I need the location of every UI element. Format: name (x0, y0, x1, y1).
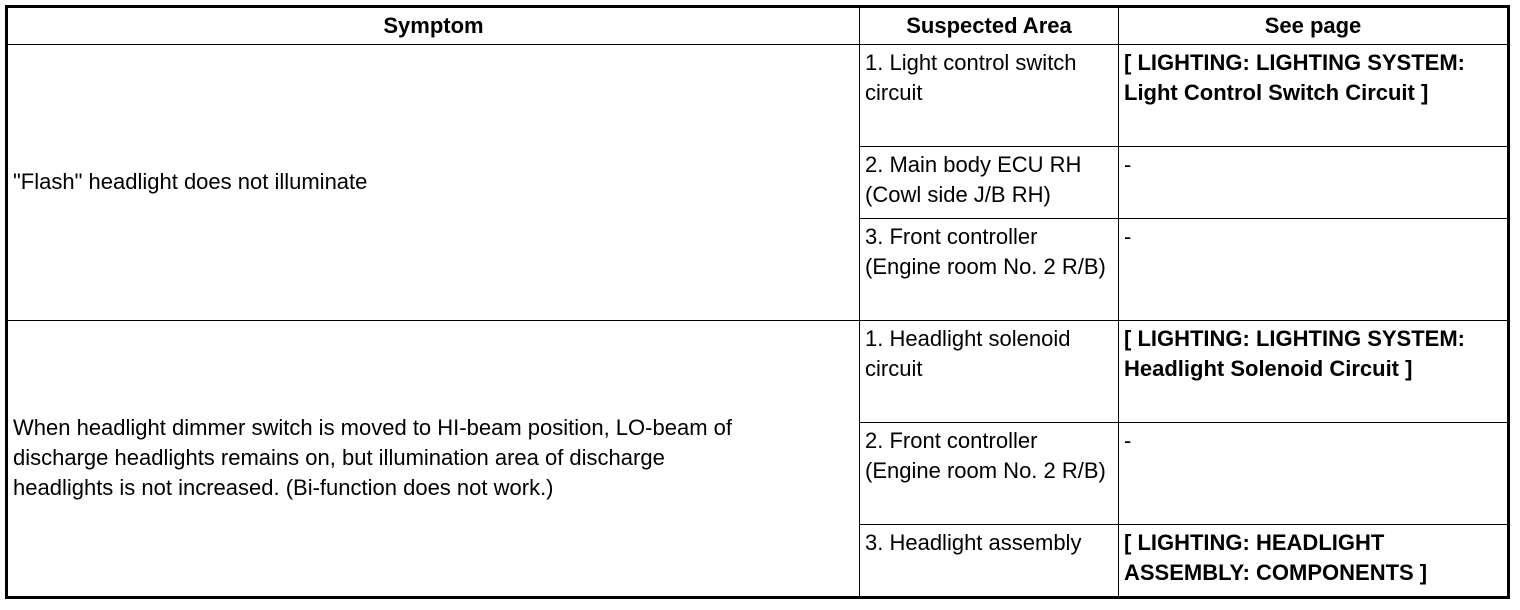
suspected-area-cell: 3. Front controller (Engine room No. 2 R/B) (860, 219, 1119, 321)
see-page-link[interactable]: [ LIGHTING: LIGHTING SYSTEM: Light Control Switch Circuit ] (1119, 45, 1509, 147)
problem-symptoms-table (5, 5, 1510, 599)
see-page-cell: - (1119, 423, 1509, 525)
see-page-link[interactable]: [ LIGHTING: HEADLIGHT ASSEMBLY: COMPONENTS ] (1119, 525, 1509, 598)
suspected-area-cell: 2. Main body ECU RH (Cowl side J/B RH) (860, 147, 1119, 219)
problem-symptoms-table-container (5, 5, 1510, 599)
table-row (7, 45, 1509, 147)
symptom-cell: "Flash" headlight does not illuminate (7, 45, 860, 321)
suspected-area-cell: 1. Headlight solenoid circuit (860, 321, 1119, 423)
suspected-area-cell: 2. Front controller (Engine room No. 2 R/B) (860, 423, 1119, 525)
column-header-see-page: See page (1119, 7, 1509, 45)
table-header-row (7, 7, 1509, 45)
see-page-link[interactable]: [ LIGHTING: LIGHTING SYSTEM: Headlight Solenoid Circuit ] (1119, 321, 1509, 423)
suspected-area-cell: 1. Light control switch circuit (860, 45, 1119, 147)
column-header-suspected-area: Suspected Area (860, 7, 1119, 45)
table-row (7, 321, 1509, 423)
symptom-cell: When headlight dimmer switch is moved to HI-beam position, LO-beam of discharge headlights remains on, but illumination area of discharge headlights is not increased. (Bi-function does not work.) (7, 321, 860, 598)
see-page-cell: - (1119, 147, 1509, 219)
suspected-area-cell: 3. Headlight assembly (860, 525, 1119, 598)
column-header-symptom: Symptom (7, 7, 860, 45)
see-page-cell: - (1119, 219, 1509, 321)
